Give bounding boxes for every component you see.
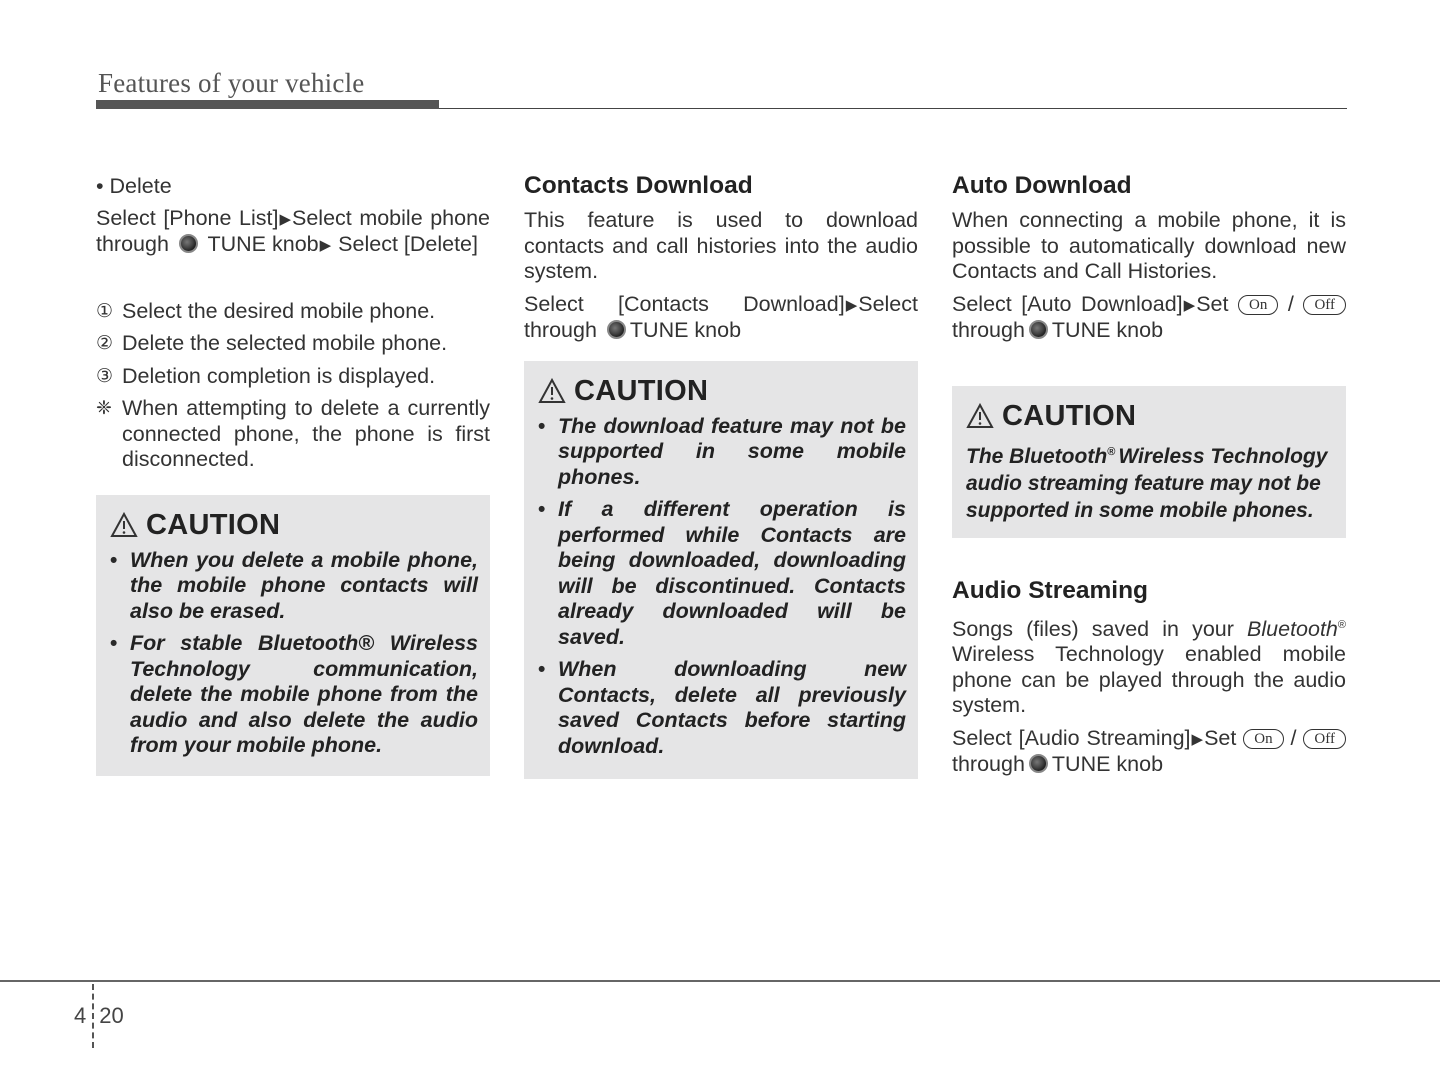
caution-item: • When you delete a mobile phone, the mobile phone contacts will also be erased. — [110, 547, 478, 623]
on-toggle-label: On — [1238, 295, 1278, 315]
section-title-contacts-download: Contacts Download — [524, 172, 753, 199]
page-number-divider — [92, 984, 94, 1048]
delete-heading: • Delete — [96, 174, 172, 198]
header-bar — [96, 100, 439, 109]
tune-knob-icon — [179, 234, 198, 253]
contacts-download-description: This feature is used to download contacts and call histories into the audio system. — [524, 208, 918, 283]
arrow-icon: ▶ — [279, 210, 291, 228]
caution-title: CAUTION — [1002, 399, 1137, 432]
arrow-icon: ▶ — [1191, 730, 1204, 748]
section-title-audio-streaming: Audio Streaming — [952, 576, 1149, 604]
auto-download-instructions: Select [Auto Download]▶Set On / Off through TUNE knob — [952, 292, 1346, 344]
column-1 — [96, 172, 490, 776]
page-number — [74, 984, 124, 1048]
caution-text: The Bluetooth® Wireless Technology audio streaming feature may not be supported in some mobile phones. — [966, 444, 1328, 522]
warning-icon — [110, 512, 138, 538]
audio-streaming-description: Songs (files) saved in your Bluetooth® Wireless Technology enabled mobile phone can be played through the audio system. — [952, 616, 1346, 718]
step-2: ② Delete the selected mobile phone. — [96, 331, 448, 355]
caution-item: • When downloading new Contacts, delete all previously saved Contacts before starting download. — [538, 657, 906, 758]
tune-knob-icon — [607, 320, 626, 339]
chapter-number: 4 — [74, 1003, 87, 1028]
audio-streaming-instructions: Select [Audio Streaming]▶Set On / Off through TUNE knob — [952, 726, 1346, 778]
tune-knob-icon — [1029, 320, 1048, 339]
header-rule — [439, 108, 1347, 109]
caution-item: • If a different operation is performed while Contacts are being downloaded, downloading will be discontinued. Contacts already downloaded will be saved. — [538, 497, 906, 649]
auto-download-description: When connecting a mobile phone, it is possible to automatically download new Contacts and Call Histories. — [952, 208, 1346, 283]
arrow-icon: ▶ — [845, 296, 858, 314]
caution-title: CAUTION — [146, 508, 281, 541]
note: ❈ When attempting to delete a currently connected phone, the phone is first disconnected. — [96, 396, 490, 471]
caution-box-delete — [96, 495, 490, 776]
caution-item: • The download feature may not be supported in some mobile phones. — [538, 413, 906, 489]
caution-box-contacts-download — [524, 361, 918, 779]
tune-knob-icon — [1029, 754, 1048, 773]
warning-icon — [538, 378, 566, 404]
contacts-download-instructions: Select [Contacts Download]▶Select through TUNE knob — [524, 291, 918, 342]
caution-box-audio-streaming — [952, 386, 1346, 538]
page-number-value: 20 — [99, 1003, 124, 1028]
step-3: ③ Deletion completion is displayed. — [96, 363, 436, 388]
warning-icon — [966, 403, 994, 429]
delete-instructions: Select [Phone List]▶Select mobile phone through TUNE knob▶ Select [Delete] — [96, 206, 490, 259]
column-3 — [952, 172, 1346, 778]
column-2 — [524, 172, 918, 779]
page-header-title: Features of your vehicle — [98, 68, 365, 98]
step-1: ① Select the desired mobile phone. — [96, 298, 436, 323]
caution-title: CAUTION — [574, 374, 709, 407]
section-title-auto-download: Auto Download — [952, 172, 1132, 199]
off-toggle-label: Off — [1303, 295, 1346, 315]
arrow-icon: ▶ — [1183, 296, 1196, 314]
on-toggle-label: On — [1243, 729, 1283, 749]
off-toggle-label: Off — [1303, 729, 1346, 749]
footer-rule — [0, 980, 1440, 982]
arrow-icon: ▶ — [319, 237, 332, 254]
caution-item: • For stable Bluetooth® Wireless Technology communication, delete the mobile phone from the audio and also delete the audio from your mobile phone. — [110, 631, 478, 757]
